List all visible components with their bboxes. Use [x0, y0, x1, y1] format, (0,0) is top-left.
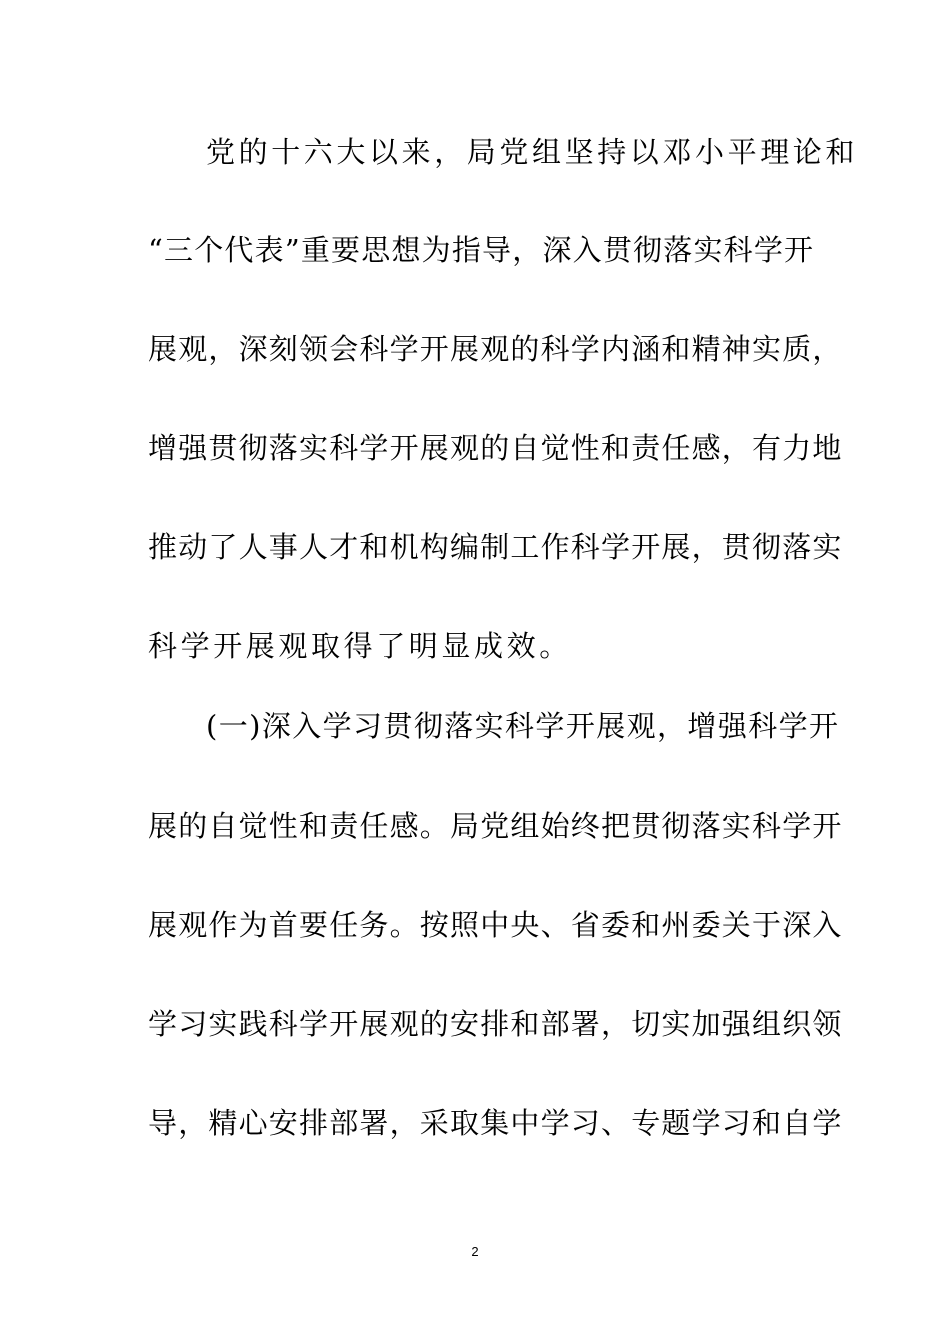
paragraph-line-8: 展观作为首要任务。按照中央、省委和州委关于深入 — [148, 908, 843, 942]
paragraph-line-5: 推动了人事人才和机构编制工作科学开展，贯彻落实 — [148, 530, 843, 564]
paragraph-line-3: 展观，深刻领会科学开展观的科学内涵和精神实质， — [148, 332, 843, 366]
paragraph-line-2: “三个代表”重要思想为指导，深入贯彻落实科学开 — [148, 233, 815, 267]
paragraph-line-9: 学习实践科学开展观的安排和部署，切实加强组织领 — [148, 1007, 843, 1041]
section-heading-line: (一)深入学习贯彻落实科学开展观，增强科学开 — [206, 709, 840, 743]
paragraph-line-6: 科学开展观取得了明显成效。 — [148, 629, 572, 663]
paragraph-line-10: 导，精心安排部署，采取集中学习、专题学习和自学 — [148, 1106, 843, 1140]
page-number: 2 — [471, 1244, 479, 1259]
paragraph-line-7: 展的自觉性和责任感。局党组始终把贯彻落实科学开 — [148, 809, 843, 843]
paragraph-line-1: 党的十六大以来，局党组坚持以邓小平理论和 — [206, 135, 859, 169]
paragraph-line-4: 增强贯彻落实科学开展观的自觉性和责任感，有力地 — [148, 431, 843, 465]
